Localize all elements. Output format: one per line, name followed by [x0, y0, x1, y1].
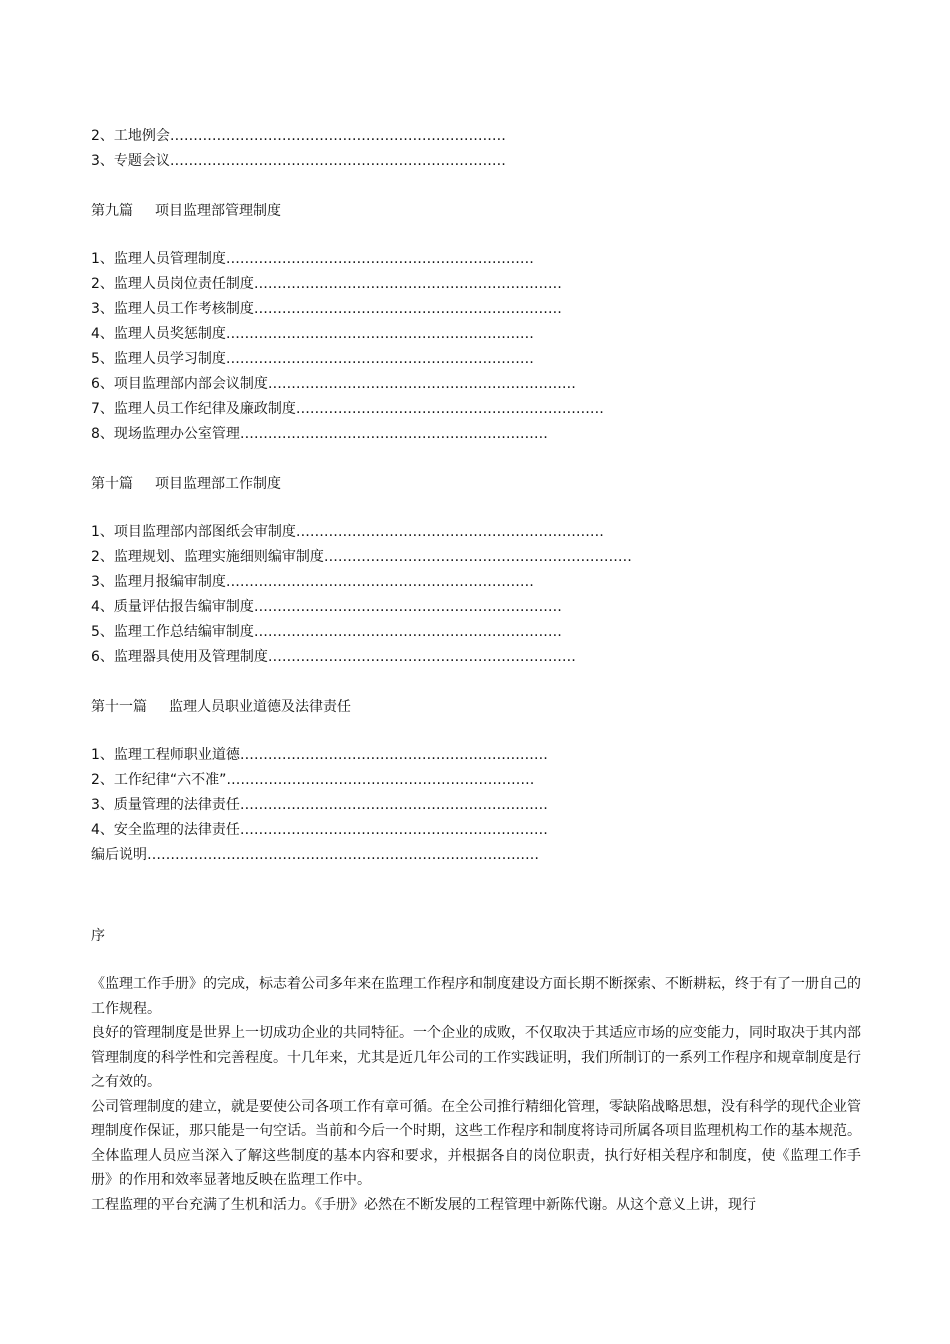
- toc-item: 3、质量管理的法律责任…………………………………………………………: [91, 797, 548, 813]
- toc-item: 3、专题会议………………………………………………………………: [91, 153, 506, 169]
- toc-item: 4、安全监理的法律责任…………………………………………………………: [91, 822, 548, 838]
- toc-item: 6、监理器具使用及管理制度…………………………………………………………: [91, 649, 576, 665]
- section-title: 项目监理部管理制度: [155, 203, 281, 219]
- toc-item: 1、监理工程师职业道德…………………………………………………………: [91, 747, 548, 763]
- toc-item: 4、监理人员奖惩制度…………………………………………………………: [91, 326, 534, 342]
- toc-item: 1、项目监理部内部图纸会审制度…………………………………………………………: [91, 524, 604, 540]
- toc-item: 2、工作纪律“六不准”…………………………………………………………: [91, 772, 535, 788]
- section-heading-9: [91, 199, 861, 223]
- toc-item: 2、监理规划、监理实施细则编审制度…………………………………………………………: [91, 549, 632, 565]
- preface-title: 序: [91, 928, 105, 944]
- section-number: 第十篇: [91, 476, 133, 492]
- toc-item: 2、工地例会………………………………………………………………: [91, 128, 506, 144]
- toc-item: 6、项目监理部内部会议制度…………………………………………………………: [91, 376, 576, 392]
- preface-paragraph: 公司管理制度的建立，就是要使公司各项工作有章可循。在全公司推行精细化管理，零缺陷战略思想，没有科学的现代企业管理制度作保证，那只能是一句空话。当前和今后一个时期，这些工作程序和制度将诗司所属各项目监理机构工作的基本规范。全体监理人员应当深入了解这些制度的基本内容和要求，并根据各自的岗位职责，执行好相关程序和制度，使《监理工作手册》的作用和效率显著地反映在监理工作中。: [91, 1098, 861, 1188]
- preface-paragraph: 《监理工作手册》的完成，标志着公司多年来在监理工作程序和制度建设方面长期不断探索、不断耕耘，终于有了一册自己的工作规程。: [91, 976, 861, 1017]
- section-title: 项目监理部工作制度: [155, 476, 281, 492]
- preface-paragraph: 良好的管理制度是世界上一切成功企业的共同特征。一个企业的成败，不仅取决于其适应市场的应变能力，同时取决于其内部管理制度的科学性和完善程度。十几年来，尤其是近几年公司的工作实践证明，我们所制订的一系列工作程序和规章制度是行之有效的。: [91, 1025, 861, 1090]
- toc-item: 5、监理工作总结编审制度…………………………………………………………: [91, 624, 562, 640]
- toc-item: 3、监理人员工作考核制度…………………………………………………………: [91, 301, 562, 317]
- section-number: 第十一篇: [91, 699, 147, 715]
- section-title: 监理人员职业道德及法律责任: [169, 699, 351, 715]
- section-heading-10: [91, 472, 861, 496]
- toc-item: 1、监理人员管理制度…………………………………………………………: [91, 251, 534, 267]
- toc-item: 3、监理月报编审制度…………………………………………………………: [91, 574, 534, 590]
- toc-item: 5、监理人员学习制度…………………………………………………………: [91, 351, 534, 367]
- preface-paragraph: 工程监理的平台充满了生机和活力。《手册》必然在不断发展的工程管理中新陈代谢。从这个意义上讲，现行: [91, 1196, 756, 1213]
- toc-item: 2、监理人员岗位责任制度…………………………………………………………: [91, 276, 562, 292]
- document-page: [91, 124, 861, 1217]
- toc-item: 4、质量评估报告编审制度…………………………………………………………: [91, 599, 562, 615]
- toc-item: 7、监理人员工作纪律及廉政制度…………………………………………………………: [91, 401, 604, 417]
- section-number: 第九篇: [91, 203, 133, 219]
- toc-item: 8、现场监理办公室管理…………………………………………………………: [91, 426, 548, 442]
- section-heading-11: [91, 695, 861, 719]
- toc-afterword: 编后说明…………………………………………………………………………: [91, 847, 539, 863]
